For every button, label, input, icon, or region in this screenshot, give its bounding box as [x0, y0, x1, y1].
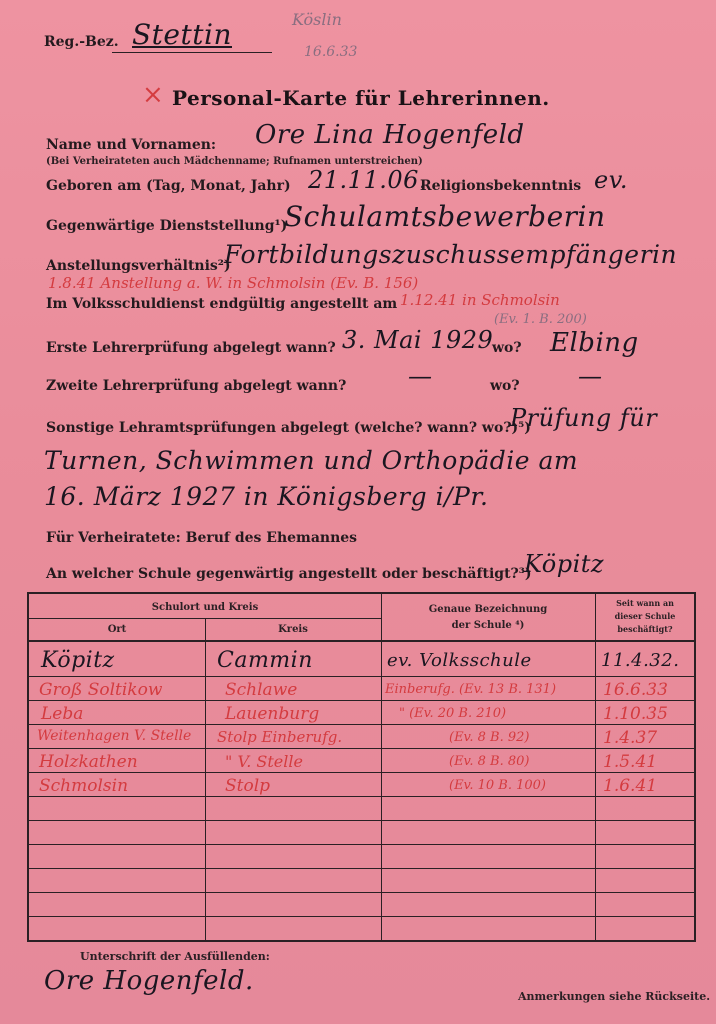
final-appointment-red: 1.12.41 in Schmolsin — [400, 291, 560, 309]
born-label: Geboren am (Tag, Monat, Jahr) — [46, 178, 291, 194]
footer-note: Anmerkungen siehe Rückseite. — [518, 990, 711, 1003]
table-row-3-school: " (Ev. 20 B. 210) — [399, 706, 507, 721]
position-value: Schulamtsbewerberin — [284, 200, 606, 233]
table-header-line — [29, 640, 694, 642]
table-header-group: Schulort und Kreis — [151, 602, 259, 613]
table-row-2-since: 16.6.33 — [603, 680, 668, 700]
first-exam-where-value: Elbing — [550, 328, 639, 358]
table-subheader-line — [29, 618, 381, 619]
row-line — [29, 892, 694, 893]
name-label: Name und Vornamen: — [46, 137, 217, 153]
table-header-since-line1: Seit wann an — [616, 598, 674, 608]
table-row-4-school: (Ev. 8 B. 92) — [449, 730, 530, 745]
row-line — [29, 772, 694, 773]
final-appointment-label: Im Volksschuldienst endgültig angestellt am — [46, 296, 398, 312]
page-title: Personal-Karte für Lehrerinnen. — [172, 86, 550, 110]
table-row-5-ort: Holzkathen — [39, 752, 138, 772]
row-line — [29, 700, 694, 701]
table-row-2-kreis: Schlawe — [225, 680, 298, 700]
employment-value: Fortbildungszuschussempfängerin — [224, 240, 678, 269]
first-exam-value: 3. Mai 1929 — [342, 326, 494, 354]
reg-bez-note-line1: Köslin — [292, 10, 342, 29]
table-row-1-ort: Köpitz — [41, 648, 115, 673]
table-row-3-kreis: Lauenburg — [225, 704, 320, 724]
table-row-6-school: (Ev. 10 B. 100) — [449, 778, 547, 793]
table-row-4-since: 1.4.37 — [603, 728, 658, 748]
second-exam-value: — — [408, 362, 433, 390]
reg-bez-underline — [112, 52, 272, 53]
table-divider-since — [595, 594, 596, 940]
other-exams-value-line1: Prüfung für — [510, 404, 658, 432]
table-row-1-kreis: Cammin — [217, 648, 313, 673]
table-row-1-school: ev. Volksschule — [387, 650, 532, 671]
table-row-5-kreis: " V. Stelle — [225, 752, 303, 771]
table-row-5-since: 1.5.41 — [603, 752, 658, 772]
table-row-1-since: 11.4.32. — [601, 650, 680, 671]
reg-bez-label: Reg.-Bez. — [44, 34, 119, 50]
first-exam-label: Erste Lehrerprüfung abgelegt wann? — [46, 340, 336, 356]
religion-label: Religionsbekenntnis — [420, 178, 582, 194]
position-label: Gegenwärtige Dienststellung¹) — [46, 218, 288, 234]
other-exams-label: Sonstige Lehramtsprüfungen abgelegt (welche? wann? wo?)⁵) — [46, 420, 531, 436]
table-row-6-since: 1.6.41 — [603, 776, 658, 796]
table-row-3-ort: Leba — [41, 704, 84, 724]
name-value: Ore Lina Hogenfeld — [255, 120, 525, 150]
table-header-school-line1: Genaue Bezeichnung — [428, 604, 548, 615]
table-row-4-kreis: Stolp Einberufg. — [217, 728, 343, 746]
title-mark: × — [142, 80, 164, 110]
row-line — [29, 916, 694, 917]
employment-label: Anstellungsverhältnis²) — [46, 258, 231, 274]
current-school-label: An welcher Schule gegenwärtig angestellt oder beschäftigt?³) — [46, 566, 532, 582]
row-line — [29, 844, 694, 845]
row-line — [29, 820, 694, 821]
table-row-6-kreis: Stolp — [225, 776, 271, 796]
reg-bez-value: Stettin — [132, 18, 232, 51]
table-row-2-school: Einberufg. (Ev. 13 B. 131) — [385, 682, 557, 697]
first-exam-where-label: wo? — [492, 340, 522, 356]
table-row-4-ort: Weitenhagen V. Stelle — [37, 728, 192, 744]
born-value: 21.11.06. — [308, 166, 428, 194]
other-exams-value-line3: 16. März 1927 in Königsberg i/Pr. — [44, 482, 489, 511]
row-line — [29, 724, 694, 725]
row-line — [29, 868, 694, 869]
signature-label: Unterschrift der Ausfüllenden: — [80, 950, 270, 963]
table-header-ort: Ort — [107, 624, 127, 635]
table-divider-school — [381, 594, 382, 940]
row-line — [29, 676, 694, 677]
table-header-kreis: Kreis — [278, 624, 308, 635]
married-label: Für Verheiratete: Beruf des Ehemannes — [46, 530, 358, 546]
religion-value: ev. — [594, 166, 629, 194]
second-exam-label: Zweite Lehrerprüfung abgelegt wann? — [46, 378, 347, 394]
current-school-value: Köpitz — [524, 550, 605, 578]
table-header-since-line3: beschäftigt? — [617, 624, 673, 634]
signature-value: Ore Hogenfeld. — [44, 966, 254, 996]
table-row-5-school: (Ev. 8 B. 80) — [449, 754, 530, 769]
second-exam-where-label: wo? — [490, 378, 520, 394]
employment-red-note: 1.8.41 Anstellung a. W. in Schmolsin (Ev. B. 156) — [48, 274, 419, 292]
table-row-6-ort: Schmolsin — [39, 776, 129, 796]
reg-bez-note-line2: 16.6.33 — [304, 44, 358, 60]
table-row-3-since: 1.10.35 — [603, 704, 668, 724]
other-exams-value-line2: Turnen, Schwimmen und Orthopädie am — [44, 446, 579, 475]
table-header-school-line2: der Schule ⁴) — [451, 620, 525, 631]
final-appointment-gray: (Ev. 1. B. 200) — [494, 312, 587, 327]
table-header-since-line2: dieser Schule — [614, 611, 676, 621]
name-note: (Bei Verheirateten auch Mädchenname; Rufnamen unterstreichen) — [46, 156, 423, 167]
row-line — [29, 748, 694, 749]
row-line — [29, 796, 694, 797]
service-table — [27, 592, 696, 942]
table-row-2-ort: Groß Soltikow — [39, 680, 163, 700]
second-exam-where-value: — — [578, 362, 603, 390]
